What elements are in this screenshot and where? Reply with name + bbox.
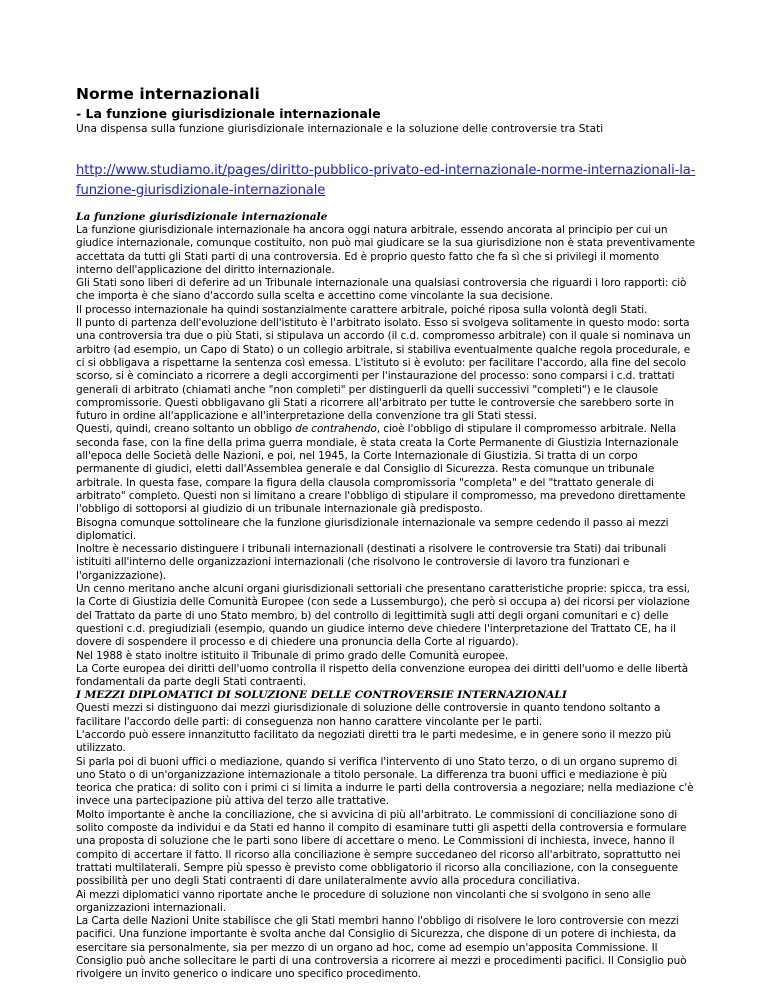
paragraph: Il processo internazionale ha quindi sostanzialmente carattere arbitrale, poiché riposa sulla volontà degli Stati. xyxy=(76,303,648,316)
section-heading-mezzi-diplomatici: I MEZZI DIPLOMATICI DI SOLUZIONE DELLE CONTROVERSIE INTERNAZIONALI xyxy=(76,689,567,702)
paragraph: Ai mezzi diplomatici vanno riportate anche le procedure di soluzione non vincolanti che si svolgono in seno alle organizzazioni internazionali. xyxy=(76,888,651,914)
document-page xyxy=(76,84,696,982)
document-intro: Una dispensa sulla funzione giurisdizionale internazionale e la soluzione delle controversie tra Stati xyxy=(76,123,604,135)
italic-term: de contrahendo xyxy=(295,423,377,436)
paragraph: Bisogna comunque sottolineare che la funzione giurisdizionale internazionale va sempre cedendo il passo ai mezzi diplomatici. xyxy=(76,516,669,542)
paragraph-text: , cioè l'obbligo di stipulare il compromesso arbitrale. Nella seconda fase, con la fine della prima guerra mondiale, è stata creata la Corte Permanente di Giustizia Internazionale all'epoca delle Società delle Nazioni, e poi, nel 1945, la Corte Internazionale di Giustizia. Si tratta di un corpo permanente di giudici, eletti dall'Assemblea generale e dal Consiglio di Sicurezza. Resta comunque un tribunale arbitrale. In questa fase, compare la figura della clausola compromissoria "completa" e del "trattato generale di arbitrato" completo. Questi non si limitano a creare l'obbligo di stipulare il compromesso, ma prevedono direttamente l'obbligo di sottoporsi al giudizio di un tribunale internazionale già predisposto. xyxy=(76,423,686,516)
paragraph: Un cenno meritano anche alcuni organi giurisdizionali settoriali che presentano caratteristiche proprie: spicca, tra essi, la Corte di Giustizia delle Comunità Europee (con sede a Lussemburgo), che però si occupa a) dei ricorsi per violazione del Trattato da parte di uno Stato membro, b) del controllo di legittimità sugli atti degli organi comunitari e c) delle questioni c.d. pregiudiziali (esempio, quando un giudice interno deve chiedere l'interpretazione del Trattato CE, ha il dovere di sospendere il processo e di chiedere una pronuncia della Corte al riguardo). xyxy=(76,583,690,649)
paragraph: Inoltre è necessario distinguere i tribunali internazionali (destinati a risolvere le controversie tra Stati) dai tribunali istituiti all'interno delle organizzazioni internazionali (che risolvono le controversie di lavoro tra funzionari e l'organizzazione). xyxy=(76,543,667,582)
paragraph: Questi mezzi si distinguono dai mezzi giurisdizionale di soluzione delle controversie in quanto tendono soltanto a facilitare l'accordo delle parti: di conseguenza non hanno carattere vincolante per le parti. xyxy=(76,702,661,728)
paragraph: La funzione giurisdizionale internazionale ha ancora oggi natura arbitrale, essendo ancorata al principio per cui un giudice internazionale, comunque costituito, non può mai giudicare se la sua giurisdizione non è stata preventivamente accettata da tutti gli Stati parti di una controversia. Ed è proprio questo fatto che fa sì che si privilegi il momento interno dell'applicazione del diritto internazionale. xyxy=(76,224,696,276)
paragraph: L'accordo può essere innanzitutto facilitato da negoziati diretti tra le parti medesime, e in genere sono il mezzo più utilizzato. xyxy=(76,728,672,755)
paragraph: Molto importante è anche la conciliazione, che si avvicina di più all'arbitrato. Le commissioni di conciliazione sono di solito composte da individui e da Stati ed hanno il compito di esaminare tutti gli aspetti della controversia e formulare una proposta di soluzione che le parti sono libere di accettare o meno. Le Commissioni di inchiesta, invece, hanno il compito di accertare il fatto. Il ricorso alla conciliazione è sempre succedaneo del ricorso all'arbitrato, soprattutto nei trattati multilaterali. Sempre più spesso è previsto come obbligatorio il ricorso alla conciliazione, con la conseguente possibilità per uno degli Stati contraenti di dare unilateralmente avvio alla procedura conciliativa. xyxy=(76,808,687,888)
document-title: Norme internazionali xyxy=(76,85,260,103)
paragraph: La Carta delle Nazioni Unite stabilisce che gli Stati membri hanno l'obbligo di risolvere le loro controversie con mezzi pacifici. Una funzione importante è svolta anche dal Consiglio di Sicurezza, che dispone di un potere di inchiesta, da esercitare sia personalmente, sia per mezzo di un organo ad hoc, come ad esempio un'apposita Commissione. Il Consiglio può anche sollecitare le parti di una controversia a ricorrere ai mezzi e procedimenti pacifici. Il Consiglio può rivolgere un invito generico o indicare uno specifico procedimento. xyxy=(76,915,687,981)
paragraph: Gli Stati sono liberi di deferire ad un Tribunale internazionale una qualsiasi controversia che riguardi i loro rapporti: ciò che importa è che siano d'accordo sulla scelta e accettino come vincolante la sua decisione. xyxy=(76,277,687,303)
paragraph: Si parla poi di buoni uffici o mediazione, quando si verifica l'intervento di uno Stato terzo, o di un organo supremo di uno Stato o di un'organizzazione internazionale a titolo personale. La differenza tra buoni uffici e mediazione è più teorica che pratica: di solito con i primi ci si limita a indurre le parti della controversia a negoziare; nella mediazione c'è invece una partecipazione più attiva del terzo alle trattative. xyxy=(76,755,694,808)
source-link[interactable]: http://www.studiamo.it/pages/diritto-pubblico-privato-ed-internazionale-norme-internazionali-la-funzione-giurisdizionale-internazionale xyxy=(76,163,696,198)
paragraph: Nel 1988 è stato inoltre istituito il Tribunale di primo grado delle Comunità europee. xyxy=(76,649,509,662)
paragraph: Il punto di partenza dell'evoluzione dell'istituto è l'arbitrato isolato. Esso si svolgeva solitamente in questo modo: sorta una controversia tra due o più Stati, si stipulava un accordo (il c.d. compromesso arbitrale) con il quale si nominava un arbitro (ad esempio, un Capo di Stato) o un collegio arbitrale, si stabiliva eventualmente qualche regola procedurale, e ci si obbligava a rispettarne la sentenza così emessa. L'istituto si è evoluto: per facilitare l'accordo, alla fine del secolo scorso, si è cominciato a ricorrere a degli accorgimenti per l'instaurazione del processo: sono comparsi i c.d. trattati generali di arbitrato (chiamati anche "non completi" per distinguerli da quelli successivi "completi") e le clausole compromissorie. Questi obbligavano gli Stati a ricorrere all'arbitrato per tutte le controversie che sarebbero sorte in futuro in ordine all'applicazione e all'interpretazione della convenzione tra gli Stati stessi. xyxy=(76,317,691,423)
section-heading-giurisdizionale: La funzione giurisdizionale internazionale xyxy=(76,211,328,223)
paragraph xyxy=(76,423,696,516)
document-subtitle: - La funzione giurisdizionale internazionale xyxy=(76,106,381,121)
paragraph-text: Questi, quindi, creano soltanto un obbligo xyxy=(76,423,296,436)
paragraph: La Corte europea dei diritti dell'uomo controlla il rispetto della convenzione europea dei diritti dell'uomo e delle libertà fondamentali da parte degli Stati contraenti. xyxy=(76,662,689,689)
